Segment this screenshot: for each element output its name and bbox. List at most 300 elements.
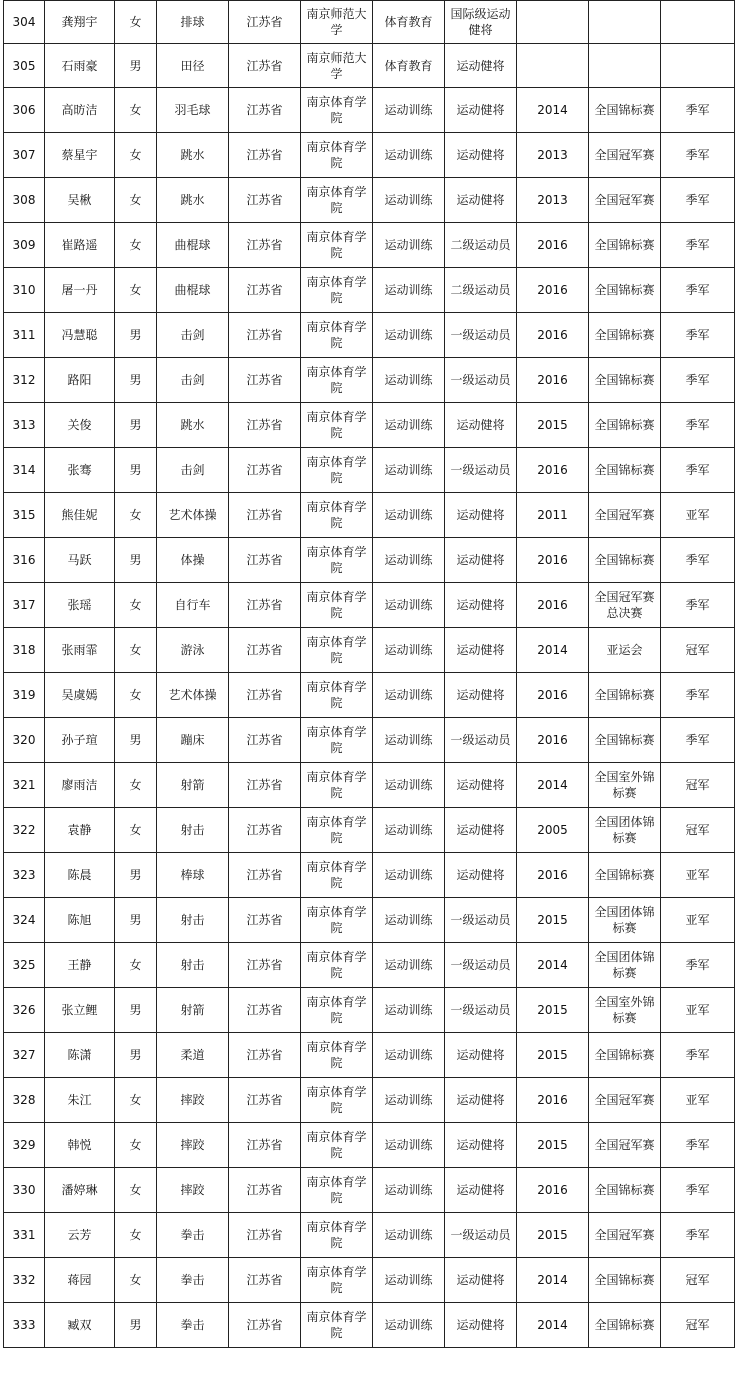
sport-cell: 摔跤: [157, 1078, 229, 1123]
placing-cell: 季军: [661, 223, 735, 268]
placing-cell: 季军: [661, 358, 735, 403]
table-row: [4, 133, 735, 178]
level-cell: 一级运动员: [445, 1213, 517, 1258]
major-cell: 运动训练: [373, 943, 445, 988]
number-cell: 319: [4, 673, 45, 718]
year-cell: 2016: [517, 538, 589, 583]
table-row: [4, 628, 735, 673]
sport-cell: 棒球: [157, 853, 229, 898]
province-cell: 江苏省: [229, 133, 301, 178]
table-row: [4, 88, 735, 133]
year-cell: 2015: [517, 898, 589, 943]
year-cell: 2016: [517, 448, 589, 493]
name-cell: 张瑶: [45, 583, 115, 628]
placing-cell: 季军: [661, 943, 735, 988]
sport-cell: 艺术体操: [157, 673, 229, 718]
number-cell: 309: [4, 223, 45, 268]
school-cell: 南京体育学院: [301, 223, 373, 268]
level-cell: 国际级运动健将: [445, 1, 517, 44]
name-cell: 陈旭: [45, 898, 115, 943]
major-cell: 运动训练: [373, 628, 445, 673]
level-cell: 运动健将: [445, 673, 517, 718]
school-cell: 南京师范大学: [301, 44, 373, 88]
major-cell: 运动训练: [373, 673, 445, 718]
name-cell: 王静: [45, 943, 115, 988]
number-cell: 311: [4, 313, 45, 358]
placing-cell: 亚军: [661, 898, 735, 943]
gender-cell: 女: [115, 133, 157, 178]
major-cell: 运动训练: [373, 133, 445, 178]
gender-cell: 女: [115, 943, 157, 988]
year-cell: 2015: [517, 1213, 589, 1258]
gender-cell: 男: [115, 1303, 157, 1348]
school-cell: 南京体育学院: [301, 88, 373, 133]
major-cell: 运动训练: [373, 718, 445, 763]
gender-cell: 男: [115, 358, 157, 403]
number-cell: 324: [4, 898, 45, 943]
sport-cell: 击剑: [157, 358, 229, 403]
school-cell: 南京体育学院: [301, 718, 373, 763]
major-cell: 运动训练: [373, 313, 445, 358]
competition-cell: 全国锦标赛: [589, 673, 661, 718]
gender-cell: 男: [115, 988, 157, 1033]
sport-cell: 拳击: [157, 1213, 229, 1258]
major-cell: 运动训练: [373, 1213, 445, 1258]
year-cell: 2015: [517, 1123, 589, 1168]
table-row: [4, 943, 735, 988]
table-row: [4, 763, 735, 808]
placing-cell: 季军: [661, 583, 735, 628]
major-cell: 运动训练: [373, 223, 445, 268]
province-cell: 江苏省: [229, 853, 301, 898]
placing-cell: 冠军: [661, 808, 735, 853]
level-cell: 一级运动员: [445, 448, 517, 493]
sport-cell: 自行车: [157, 583, 229, 628]
year-cell: 2014: [517, 628, 589, 673]
gender-cell: 女: [115, 673, 157, 718]
sport-cell: 射击: [157, 898, 229, 943]
placing-cell: 季军: [661, 88, 735, 133]
gender-cell: 女: [115, 178, 157, 223]
name-cell: 冯慧聪: [45, 313, 115, 358]
name-cell: 关俊: [45, 403, 115, 448]
major-cell: 运动训练: [373, 1078, 445, 1123]
name-cell: 袁静: [45, 808, 115, 853]
number-cell: 328: [4, 1078, 45, 1123]
major-cell: 运动训练: [373, 988, 445, 1033]
province-cell: 江苏省: [229, 223, 301, 268]
gender-cell: 女: [115, 1123, 157, 1168]
competition-cell: 全国锦标赛: [589, 223, 661, 268]
major-cell: 运动训练: [373, 358, 445, 403]
placing-cell: 季军: [661, 313, 735, 358]
placing-cell: 季军: [661, 538, 735, 583]
table-row: [4, 1, 735, 44]
gender-cell: 男: [115, 44, 157, 88]
table-row: [4, 673, 735, 718]
gender-cell: 女: [115, 223, 157, 268]
school-cell: 南京体育学院: [301, 538, 373, 583]
gender-cell: 女: [115, 583, 157, 628]
province-cell: 江苏省: [229, 763, 301, 808]
school-cell: 南京体育学院: [301, 898, 373, 943]
placing-cell: 冠军: [661, 1258, 735, 1303]
gender-cell: 女: [115, 1213, 157, 1258]
table-row: [4, 448, 735, 493]
number-cell: 305: [4, 44, 45, 88]
level-cell: 运动健将: [445, 853, 517, 898]
level-cell: 运动健将: [445, 1123, 517, 1168]
level-cell: 一级运动员: [445, 718, 517, 763]
table-row: [4, 1213, 735, 1258]
sport-cell: 击剑: [157, 313, 229, 358]
level-cell: 运动健将: [445, 628, 517, 673]
number-cell: 331: [4, 1213, 45, 1258]
major-cell: 运动训练: [373, 808, 445, 853]
level-cell: 一级运动员: [445, 358, 517, 403]
sport-cell: 跳水: [157, 178, 229, 223]
competition-cell: 全国锦标赛: [589, 1303, 661, 1348]
year-cell: 2016: [517, 313, 589, 358]
major-cell: 运动训练: [373, 583, 445, 628]
competition-cell: 全国锦标赛: [589, 853, 661, 898]
competition-cell: 全国冠军赛: [589, 178, 661, 223]
province-cell: 江苏省: [229, 673, 301, 718]
major-cell: 运动训练: [373, 1123, 445, 1168]
province-cell: 江苏省: [229, 808, 301, 853]
level-cell: 运动健将: [445, 538, 517, 583]
name-cell: 臧双: [45, 1303, 115, 1348]
placing-cell: 季军: [661, 1168, 735, 1213]
placing-cell: 季军: [661, 1033, 735, 1078]
table-row: [4, 853, 735, 898]
year-cell: 2014: [517, 943, 589, 988]
school-cell: 南京体育学院: [301, 1033, 373, 1078]
competition-cell: 全国冠军赛: [589, 1213, 661, 1258]
province-cell: 江苏省: [229, 44, 301, 88]
level-cell: 运动健将: [445, 178, 517, 223]
year-cell: 2013: [517, 178, 589, 223]
name-cell: 韩悦: [45, 1123, 115, 1168]
school-cell: 南京体育学院: [301, 1258, 373, 1303]
level-cell: 运动健将: [445, 1303, 517, 1348]
table-row: [4, 313, 735, 358]
table-row: [4, 1303, 735, 1348]
year-cell: 2014: [517, 1303, 589, 1348]
sport-cell: 蹦床: [157, 718, 229, 763]
province-cell: 江苏省: [229, 493, 301, 538]
competition-cell: 全国锦标赛: [589, 1168, 661, 1213]
sport-cell: 射击: [157, 943, 229, 988]
school-cell: 南京体育学院: [301, 268, 373, 313]
table-row: [4, 583, 735, 628]
table-row: [4, 1168, 735, 1213]
competition-cell: 全国室外锦标赛: [589, 763, 661, 808]
competition-cell: 全国冠军赛: [589, 1123, 661, 1168]
major-cell: 运动训练: [373, 1258, 445, 1303]
name-cell: 吴楸: [45, 178, 115, 223]
gender-cell: 女: [115, 808, 157, 853]
sport-cell: 羽毛球: [157, 88, 229, 133]
number-cell: 320: [4, 718, 45, 763]
athlete-table: [3, 0, 735, 1348]
gender-cell: 男: [115, 403, 157, 448]
gender-cell: 男: [115, 538, 157, 583]
number-cell: 306: [4, 88, 45, 133]
sport-cell: 摔跤: [157, 1168, 229, 1213]
placing-cell: 季军: [661, 718, 735, 763]
school-cell: 南京体育学院: [301, 988, 373, 1033]
level-cell: 运动健将: [445, 44, 517, 88]
year-cell: 2014: [517, 1258, 589, 1303]
gender-cell: 女: [115, 493, 157, 538]
table-row: [4, 403, 735, 448]
table-body: [4, 1, 735, 1348]
competition-cell: 全国室外锦标赛: [589, 988, 661, 1033]
number-cell: 317: [4, 583, 45, 628]
major-cell: 运动训练: [373, 268, 445, 313]
major-cell: 运动训练: [373, 538, 445, 583]
year-cell: 2016: [517, 268, 589, 313]
competition-cell: [589, 44, 661, 88]
number-cell: 327: [4, 1033, 45, 1078]
number-cell: 312: [4, 358, 45, 403]
placing-cell: 季军: [661, 178, 735, 223]
province-cell: 江苏省: [229, 403, 301, 448]
major-cell: 运动训练: [373, 1168, 445, 1213]
province-cell: 江苏省: [229, 628, 301, 673]
name-cell: 熊佳妮: [45, 493, 115, 538]
level-cell: 运动健将: [445, 1033, 517, 1078]
name-cell: 朱江: [45, 1078, 115, 1123]
gender-cell: 女: [115, 763, 157, 808]
school-cell: 南京体育学院: [301, 853, 373, 898]
name-cell: 陈潇: [45, 1033, 115, 1078]
major-cell: 运动训练: [373, 1303, 445, 1348]
competition-cell: 全国冠军赛: [589, 493, 661, 538]
table-row: [4, 358, 735, 403]
year-cell: [517, 1, 589, 44]
level-cell: 运动健将: [445, 763, 517, 808]
name-cell: 张立鲤: [45, 988, 115, 1033]
table-row: [4, 223, 735, 268]
name-cell: 云芳: [45, 1213, 115, 1258]
competition-cell: 全国锦标赛: [589, 448, 661, 493]
school-cell: 南京体育学院: [301, 1213, 373, 1258]
sport-cell: 射箭: [157, 763, 229, 808]
year-cell: 2016: [517, 853, 589, 898]
competition-cell: 全国锦标赛: [589, 88, 661, 133]
school-cell: 南京体育学院: [301, 808, 373, 853]
table-row: [4, 178, 735, 223]
competition-cell: [589, 1, 661, 44]
name-cell: 马跃: [45, 538, 115, 583]
major-cell: 体育教育: [373, 1, 445, 44]
sport-cell: 射箭: [157, 988, 229, 1033]
name-cell: 路阳: [45, 358, 115, 403]
competition-cell: 全国锦标赛: [589, 1258, 661, 1303]
year-cell: [517, 44, 589, 88]
competition-cell: 全国冠军赛总决赛: [589, 583, 661, 628]
name-cell: 廖雨洁: [45, 763, 115, 808]
number-cell: 321: [4, 763, 45, 808]
school-cell: 南京体育学院: [301, 1168, 373, 1213]
sport-cell: 射击: [157, 808, 229, 853]
sport-cell: 排球: [157, 1, 229, 44]
province-cell: 江苏省: [229, 88, 301, 133]
gender-cell: 男: [115, 313, 157, 358]
table-row: [4, 1078, 735, 1123]
competition-cell: 全国锦标赛: [589, 313, 661, 358]
sport-cell: 游泳: [157, 628, 229, 673]
table-row: [4, 538, 735, 583]
school-cell: 南京体育学院: [301, 178, 373, 223]
sport-cell: 拳击: [157, 1303, 229, 1348]
level-cell: 运动健将: [445, 1078, 517, 1123]
table-row: [4, 44, 735, 88]
number-cell: 323: [4, 853, 45, 898]
province-cell: 江苏省: [229, 583, 301, 628]
placing-cell: 季军: [661, 1123, 735, 1168]
school-cell: 南京体育学院: [301, 358, 373, 403]
table-row: [4, 493, 735, 538]
gender-cell: 男: [115, 448, 157, 493]
major-cell: 运动训练: [373, 493, 445, 538]
level-cell: 一级运动员: [445, 313, 517, 358]
province-cell: 江苏省: [229, 358, 301, 403]
competition-cell: 全国团体锦标赛: [589, 808, 661, 853]
level-cell: 运动健将: [445, 403, 517, 448]
placing-cell: [661, 1, 735, 44]
number-cell: 318: [4, 628, 45, 673]
competition-cell: 全国锦标赛: [589, 538, 661, 583]
name-cell: 崔路遥: [45, 223, 115, 268]
competition-cell: 全国锦标赛: [589, 358, 661, 403]
placing-cell: 冠军: [661, 1303, 735, 1348]
sport-cell: 曲棍球: [157, 268, 229, 313]
gender-cell: 男: [115, 898, 157, 943]
placing-cell: 亚军: [661, 853, 735, 898]
year-cell: 2015: [517, 403, 589, 448]
competition-cell: 全国锦标赛: [589, 1033, 661, 1078]
name-cell: 蒋园: [45, 1258, 115, 1303]
placing-cell: 亚军: [661, 988, 735, 1033]
province-cell: 江苏省: [229, 538, 301, 583]
number-cell: 307: [4, 133, 45, 178]
number-cell: 325: [4, 943, 45, 988]
table-row: [4, 268, 735, 313]
province-cell: 江苏省: [229, 718, 301, 763]
school-cell: 南京体育学院: [301, 493, 373, 538]
placing-cell: 季军: [661, 673, 735, 718]
major-cell: 运动训练: [373, 403, 445, 448]
level-cell: 一级运动员: [445, 898, 517, 943]
year-cell: 2016: [517, 718, 589, 763]
competition-cell: 全国锦标赛: [589, 403, 661, 448]
gender-cell: 男: [115, 1033, 157, 1078]
table-row: [4, 988, 735, 1033]
school-cell: 南京体育学院: [301, 403, 373, 448]
table-row: [4, 1258, 735, 1303]
major-cell: 运动训练: [373, 898, 445, 943]
year-cell: 2016: [517, 223, 589, 268]
number-cell: 313: [4, 403, 45, 448]
province-cell: 江苏省: [229, 1168, 301, 1213]
year-cell: 2014: [517, 88, 589, 133]
sport-cell: 田径: [157, 44, 229, 88]
competition-cell: 全国团体锦标赛: [589, 943, 661, 988]
name-cell: 屠一丹: [45, 268, 115, 313]
school-cell: 南京体育学院: [301, 133, 373, 178]
year-cell: 2015: [517, 1033, 589, 1078]
number-cell: 329: [4, 1123, 45, 1168]
school-cell: 南京体育学院: [301, 448, 373, 493]
major-cell: 运动训练: [373, 763, 445, 808]
gender-cell: 女: [115, 88, 157, 133]
level-cell: 运动健将: [445, 133, 517, 178]
level-cell: 运动健将: [445, 493, 517, 538]
province-cell: 江苏省: [229, 943, 301, 988]
year-cell: 2016: [517, 1078, 589, 1123]
province-cell: 江苏省: [229, 1258, 301, 1303]
name-cell: 张骞: [45, 448, 115, 493]
number-cell: 330: [4, 1168, 45, 1213]
year-cell: 2016: [517, 583, 589, 628]
number-cell: 314: [4, 448, 45, 493]
level-cell: 一级运动员: [445, 988, 517, 1033]
number-cell: 316: [4, 538, 45, 583]
gender-cell: 女: [115, 1078, 157, 1123]
gender-cell: 女: [115, 628, 157, 673]
school-cell: 南京体育学院: [301, 1078, 373, 1123]
province-cell: 江苏省: [229, 1123, 301, 1168]
province-cell: 江苏省: [229, 1213, 301, 1258]
competition-cell: 亚运会: [589, 628, 661, 673]
placing-cell: 季军: [661, 1213, 735, 1258]
level-cell: 二级运动员: [445, 223, 517, 268]
name-cell: 龚翔宇: [45, 1, 115, 44]
number-cell: 304: [4, 1, 45, 44]
year-cell: 2005: [517, 808, 589, 853]
major-cell: 运动训练: [373, 88, 445, 133]
placing-cell: 季军: [661, 133, 735, 178]
sport-cell: 体操: [157, 538, 229, 583]
number-cell: 308: [4, 178, 45, 223]
level-cell: 二级运动员: [445, 268, 517, 313]
province-cell: 江苏省: [229, 1078, 301, 1123]
number-cell: 332: [4, 1258, 45, 1303]
competition-cell: 全国锦标赛: [589, 268, 661, 313]
province-cell: 江苏省: [229, 1303, 301, 1348]
name-cell: 潘婷琳: [45, 1168, 115, 1213]
year-cell: 2011: [517, 493, 589, 538]
year-cell: 2016: [517, 358, 589, 403]
province-cell: 江苏省: [229, 178, 301, 223]
level-cell: 运动健将: [445, 1168, 517, 1213]
major-cell: 运动训练: [373, 1033, 445, 1078]
name-cell: 张雨霏: [45, 628, 115, 673]
placing-cell: 冠军: [661, 763, 735, 808]
table-row: [4, 1033, 735, 1078]
major-cell: 运动训练: [373, 178, 445, 223]
gender-cell: 女: [115, 1258, 157, 1303]
number-cell: 315: [4, 493, 45, 538]
province-cell: 江苏省: [229, 448, 301, 493]
province-cell: 江苏省: [229, 1033, 301, 1078]
sport-cell: 艺术体操: [157, 493, 229, 538]
year-cell: 2014: [517, 763, 589, 808]
number-cell: 310: [4, 268, 45, 313]
